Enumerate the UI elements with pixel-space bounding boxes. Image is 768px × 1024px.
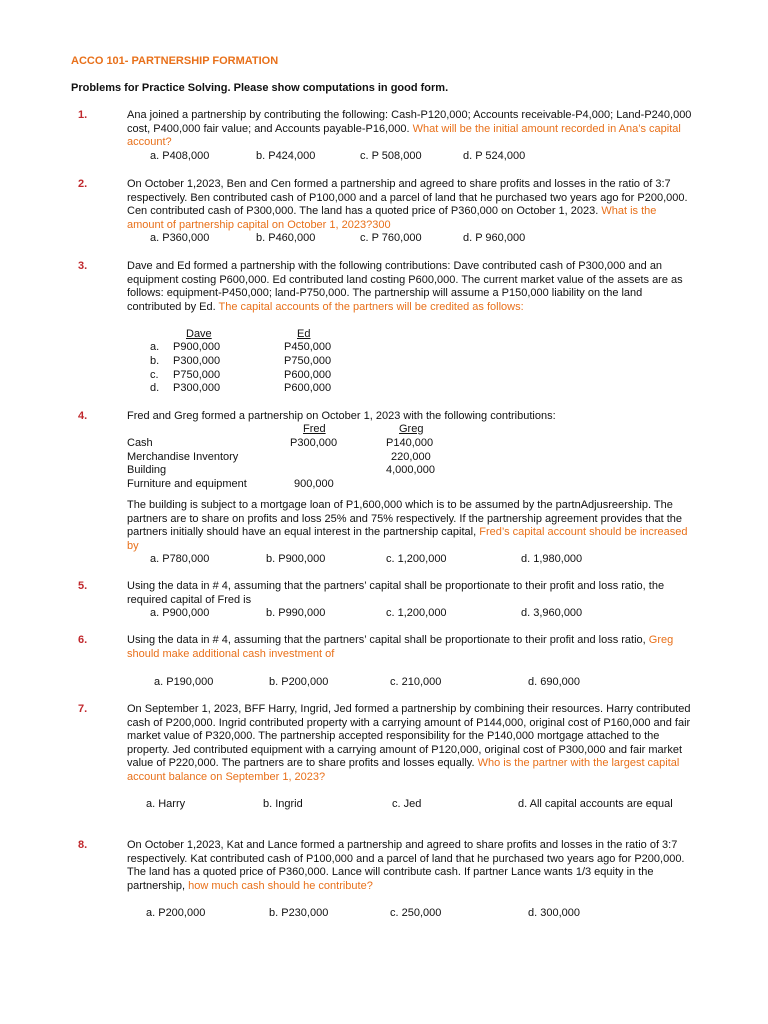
- answer-option: a. P200,000: [146, 907, 206, 919]
- column-header-fred: Fred: [303, 423, 326, 435]
- contribution-label: Merchandise Inventory: [127, 451, 239, 463]
- option-ed-value: P450,000: [284, 341, 332, 353]
- question-text: Dave and Ed formed a partnership with the following contributions: Dave contributed cash of P300,000 and an equipment costing P600,000. Ed contributed land costing P600,000. The current market value of the assets are as follows: equipment-P450,000; land-P750,000. The partnership will assume a P150,000 liability on the land contributed by Ed. The capital accounts of the partners will be credited as follows:: [127, 260, 683, 313]
- answer-option: c. 250,000: [390, 907, 442, 919]
- question-text: On October 1,2023, Ben and Cen formed a partnership and agreed to share profits and losses in the ratio of 3:7 respectively. Ben contributed cash of P100,000 and a parcel of land that he purchased two years ago for P200,000. Cen contributed cash of P300,000. The land has a quoted price of P360,000 on October 1, 2023. What is the amount of partnership capital on October 1, 2023?300: [127, 178, 688, 231]
- greg-value: P140,000: [386, 437, 434, 449]
- answer-option: b. P200,000: [269, 676, 329, 688]
- question-intro: Fred and Greg formed a partnership on October 1, 2023 with the following contributions:: [127, 410, 556, 422]
- answer-option: a. P900,000: [150, 607, 210, 619]
- answer-option: d. 690,000: [528, 676, 580, 688]
- greg-value: 4,000,000: [386, 464, 435, 476]
- answer-option: c. 1,200,000: [386, 607, 447, 619]
- document-title: ACCO 101- PARTNERSHIP FORMATION: [71, 55, 279, 67]
- option-ed-value: P750,000: [284, 355, 332, 367]
- question-number: 5.: [78, 580, 88, 592]
- question-number: 4.: [78, 410, 88, 422]
- option-ed-value: P600,000: [284, 382, 332, 394]
- option-label: c.: [150, 369, 159, 381]
- answer-option: c. Jed: [392, 798, 422, 810]
- question-number: 8.: [78, 839, 88, 851]
- option-label: a.: [150, 341, 160, 353]
- option-label: d.: [150, 382, 160, 394]
- instructions: Problems for Practice Solving. Please show computations in good form.: [71, 82, 449, 94]
- answer-option: c. 1,200,000: [386, 553, 447, 565]
- answer-option: b. P990,000: [266, 607, 326, 619]
- answer-option: d. 300,000: [528, 907, 580, 919]
- contribution-label: Cash: [127, 437, 153, 449]
- answer-option: b. Ingrid: [263, 798, 303, 810]
- question-text: Using the data in # 4, assuming that the partners’ capital shall be proportionate to their profit and loss ratio, Greg should make additional cash investment of: [127, 634, 674, 660]
- question-text: Using the data in # 4, assuming that the partners’ capital shall be proportionate to their profit and loss ratio, the required capital of Fred is: [127, 580, 665, 606]
- answer-option: d. 3,960,000: [521, 607, 583, 619]
- option-ed-value: P600,000: [284, 369, 332, 381]
- fred-value: P300,000: [290, 437, 338, 449]
- answer-option: a. P190,000: [154, 676, 214, 688]
- question-text: On October 1,2023, Kat and Lance formed a partnership and agreed to share profits and losses in the ratio of 3:7 respectively. Kat contributed cash of P100,000 and a parcel of land that he purchased two years ago for P200,000. The land has a quoted price of P360,000. Lance will contribute cash. If partner Lance wants 1/3 equity in the partnership, how much cash should he contribute?: [127, 839, 685, 892]
- question-text: On September 1, 2023, BFF Harry, Ingrid, Jed formed a partnership by combining their resources. Harry contributed cash of P200,000. Ingrid contributed property with a carrying amount of P144,000, original cost of P160,000 and fair market value of P320,000. The partnership accepted responsibility for the P140,000 mortgage attached to the property. Jed contributed equipment with a carrying amount of P120,000, original cost of P300,000 and fair market value of P220,000. The partners are to share profits and losses equally. Who is the partner with the largest capital account balance on September 1, 2023?: [127, 703, 691, 783]
- question-text: The building is subject to a mortgage loan of P1,600,000 which is to be assumed by the partnAdjusreership. The partners are to share on profits and loss 25% and 75% respectively. If the partnership agreement provides that the partners initially should have an equal interest in the partnership capital, Fred’s capital account should be increased by: [127, 499, 688, 552]
- answer-option: b. P900,000: [266, 553, 326, 565]
- answer-option: d. 1,980,000: [521, 553, 583, 565]
- answer-option: a. P408,000: [150, 150, 210, 162]
- column-header-greg: Greg: [399, 423, 424, 435]
- question-number: 7.: [78, 703, 88, 715]
- answer-option: b. P424,000: [256, 150, 316, 162]
- greg-value: 220,000: [391, 451, 431, 463]
- fred-value: 900,000: [294, 478, 334, 490]
- contribution-label: Building: [127, 464, 167, 476]
- question-number: 3.: [78, 260, 88, 272]
- answer-option: a. P780,000: [150, 553, 210, 565]
- column-header-ed: Ed: [297, 328, 311, 340]
- question-text: Ana joined a partnership by contributing the following: Cash-P120,000; Accounts receivable-P4,000; Land-P240,000 cost, P400,000 fair value; and Accounts payable-P16,000. What will be the initial amount recorded in Ana’s capital account?: [127, 109, 692, 149]
- answer-option: d. P 524,000: [463, 150, 526, 162]
- answer-option: b. P460,000: [256, 232, 316, 244]
- option-dave-value: P300,000: [173, 382, 221, 394]
- answer-option: d. P 960,000: [463, 232, 526, 244]
- contribution-label: Furniture and equipment: [127, 478, 247, 490]
- answer-option: c. P 508,000: [360, 150, 422, 162]
- answer-option: c. P 760,000: [360, 232, 422, 244]
- question-number: 2.: [78, 178, 88, 190]
- option-label: b.: [150, 355, 160, 367]
- answer-option: d. All capital accounts are equal: [518, 798, 673, 810]
- answer-option: c. 210,000: [390, 676, 442, 688]
- column-header-dave: Dave: [186, 328, 212, 340]
- option-dave-value: P900,000: [173, 341, 221, 353]
- question-number: 6.: [78, 634, 88, 646]
- answer-option: a. P360,000: [150, 232, 210, 244]
- option-dave-value: P750,000: [173, 369, 221, 381]
- question-number: 1.: [78, 109, 88, 121]
- answer-option: b. P230,000: [269, 907, 329, 919]
- answer-option: a. Harry: [146, 798, 186, 810]
- option-dave-value: P300,000: [173, 355, 221, 367]
